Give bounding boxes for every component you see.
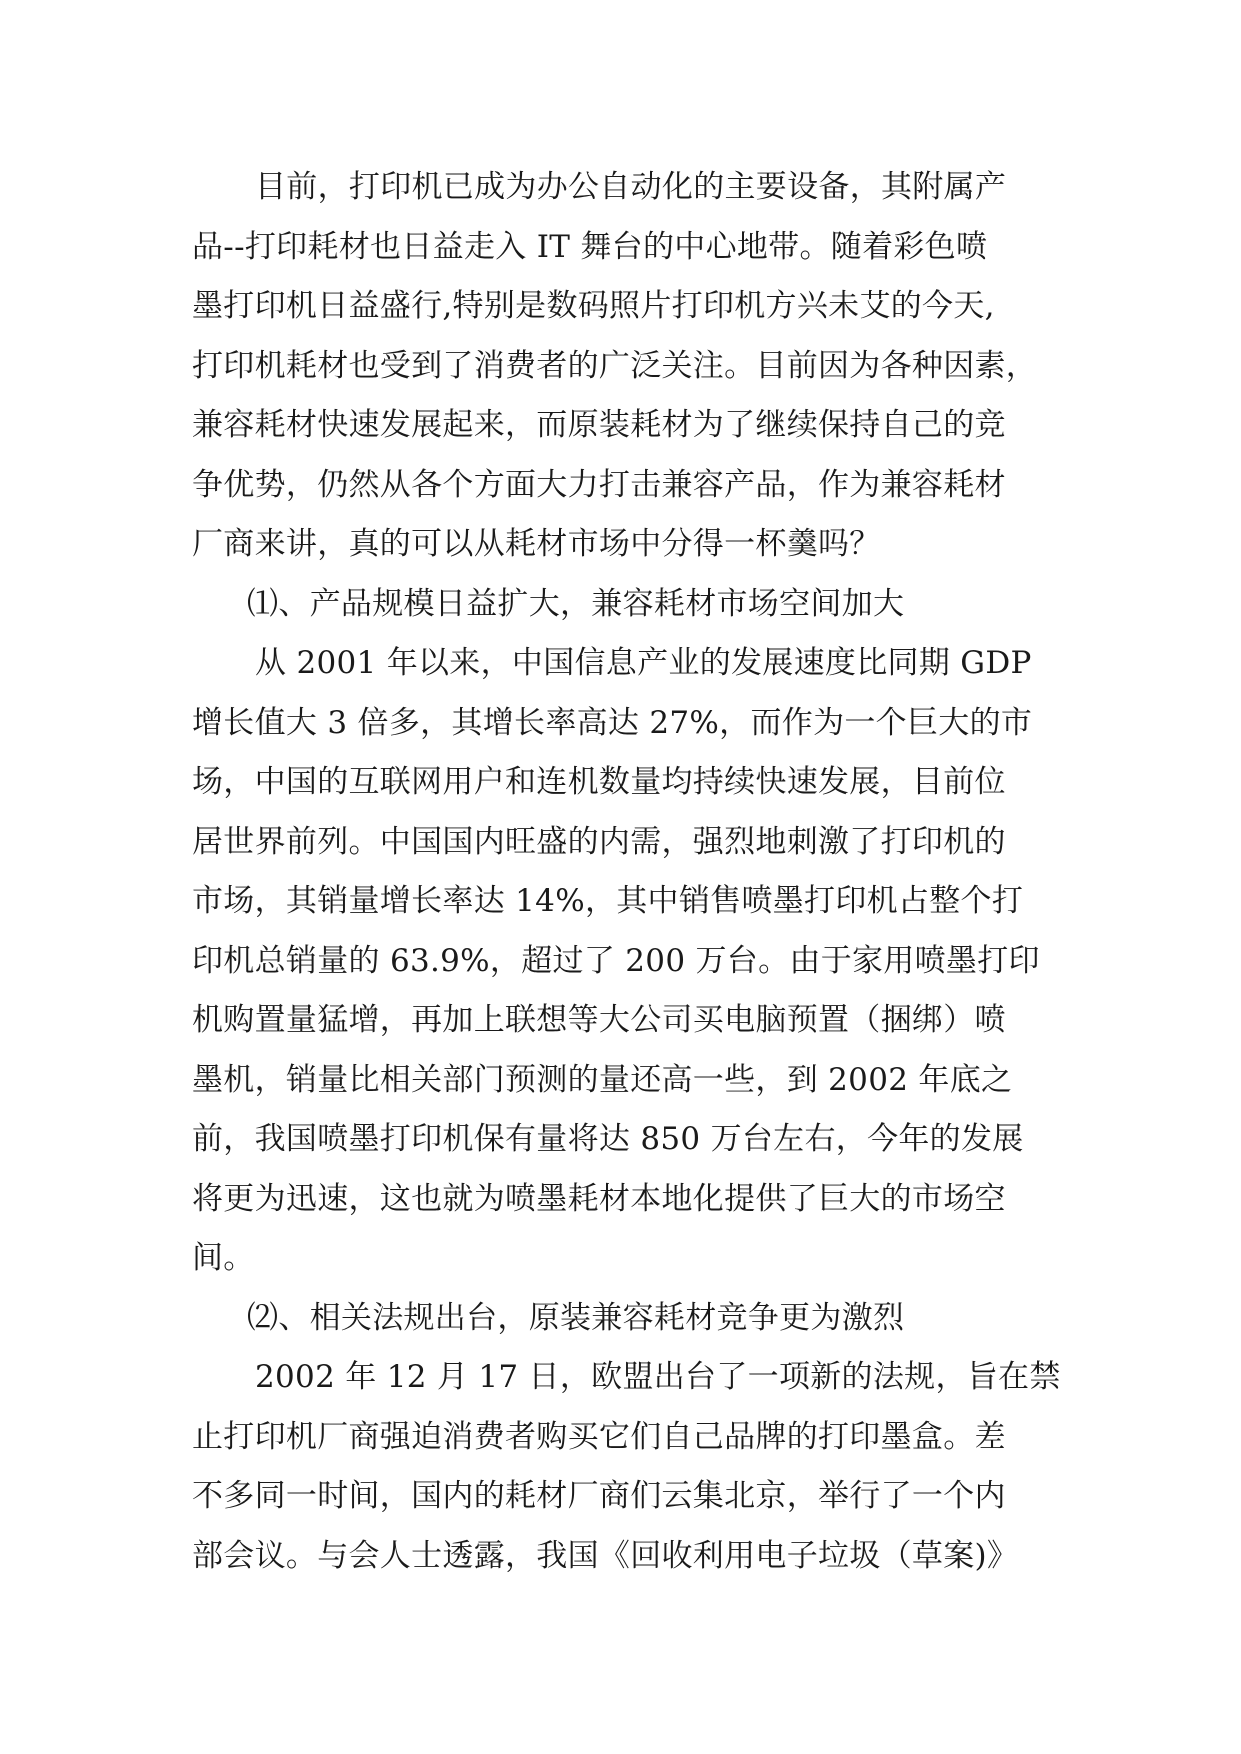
- paragraph-line: 场，中国的互联网用户和连机数量均持续快速发展，目前位: [192, 764, 1006, 800]
- paragraph-line: 兼容耗材快速发展起来，而原装耗材为了继续保持自己的竞: [192, 407, 1006, 443]
- paragraph-line: 市场，其销量增长率达 14%，其中销售喷墨打印机占整个打: [192, 883, 1024, 919]
- paragraph-line: 机购置量猛增，再加上联想等大公司买电脑预置（捆绑）喷: [192, 1002, 1006, 1038]
- section-heading: ⑵、相关法规出台，原装兼容耗材竞争更为激烈: [247, 1299, 905, 1336]
- section-heading: ⑴、产品规模日益扩大，兼容耗材市场空间加大: [247, 585, 905, 622]
- paragraph-line: 不多同一时间，国内的耗材厂商们云集北京，举行了一个内: [192, 1478, 1006, 1514]
- paragraph-line: 厂商来讲，真的可以从耗材市场中分得一杯羹吗？: [192, 526, 881, 562]
- paragraph-line: 从 2001 年以来，中国信息产业的发展速度比同期 GDP: [255, 645, 1032, 681]
- paragraph-line: 居世界前列。中国国内旺盛的内需，强烈地刺激了打印机的: [192, 823, 1006, 860]
- paragraph-line: 2002 年 12 月 17 日，欧盟出台了一项新的法规，旨在禁: [255, 1359, 1061, 1395]
- paragraph-line: 争优势，仍然从各个方面大力打击兼容产品，作为兼容耗材: [192, 466, 1006, 503]
- paragraph-line: 将更为迅速，这也就为喷墨耗材本地化提供了巨大的市场空: [192, 1180, 1006, 1217]
- paragraph-line: 品--打印耗材也日益走入 IT 舞台的中心地带。随着彩色喷: [192, 228, 988, 265]
- paragraph-line: 墨打印机日益盛行,特别是数码照片打印机方兴未艾的今天,: [192, 288, 995, 324]
- paragraph-line: 前，我国喷墨打印机保有量将达 850 万台左右，今年的发展: [192, 1121, 1024, 1157]
- paragraph-line: 目前，打印机已成为办公自动化的主要设备，其附属产: [255, 169, 1007, 205]
- paragraph-line: 打印机耗材也受到了消费者的广泛关注。目前因为各种因素，: [192, 347, 1038, 384]
- paragraph-line: 止打印机厂商强迫消费者购买它们自己品牌的打印墨盒。差: [192, 1418, 1006, 1455]
- body-text: [192, 158, 1061, 1586]
- paragraph-line: 印机总销量的 63.9%，超过了 200 万台。由于家用喷墨打印: [192, 942, 1040, 979]
- paragraph-line: 增长值大 3 倍多，其增长率高达 27%，而作为一个巨大的市: [192, 704, 1033, 741]
- paragraph-line: 间。: [192, 1240, 255, 1276]
- paragraph-line: 墨机，销量比相关部门预测的量还高一些，到 2002 年底之: [192, 1061, 1013, 1098]
- paragraph-line: 部会议。与会人士透露，我国《回收利用电子垃圾（草案)》: [192, 1537, 1019, 1574]
